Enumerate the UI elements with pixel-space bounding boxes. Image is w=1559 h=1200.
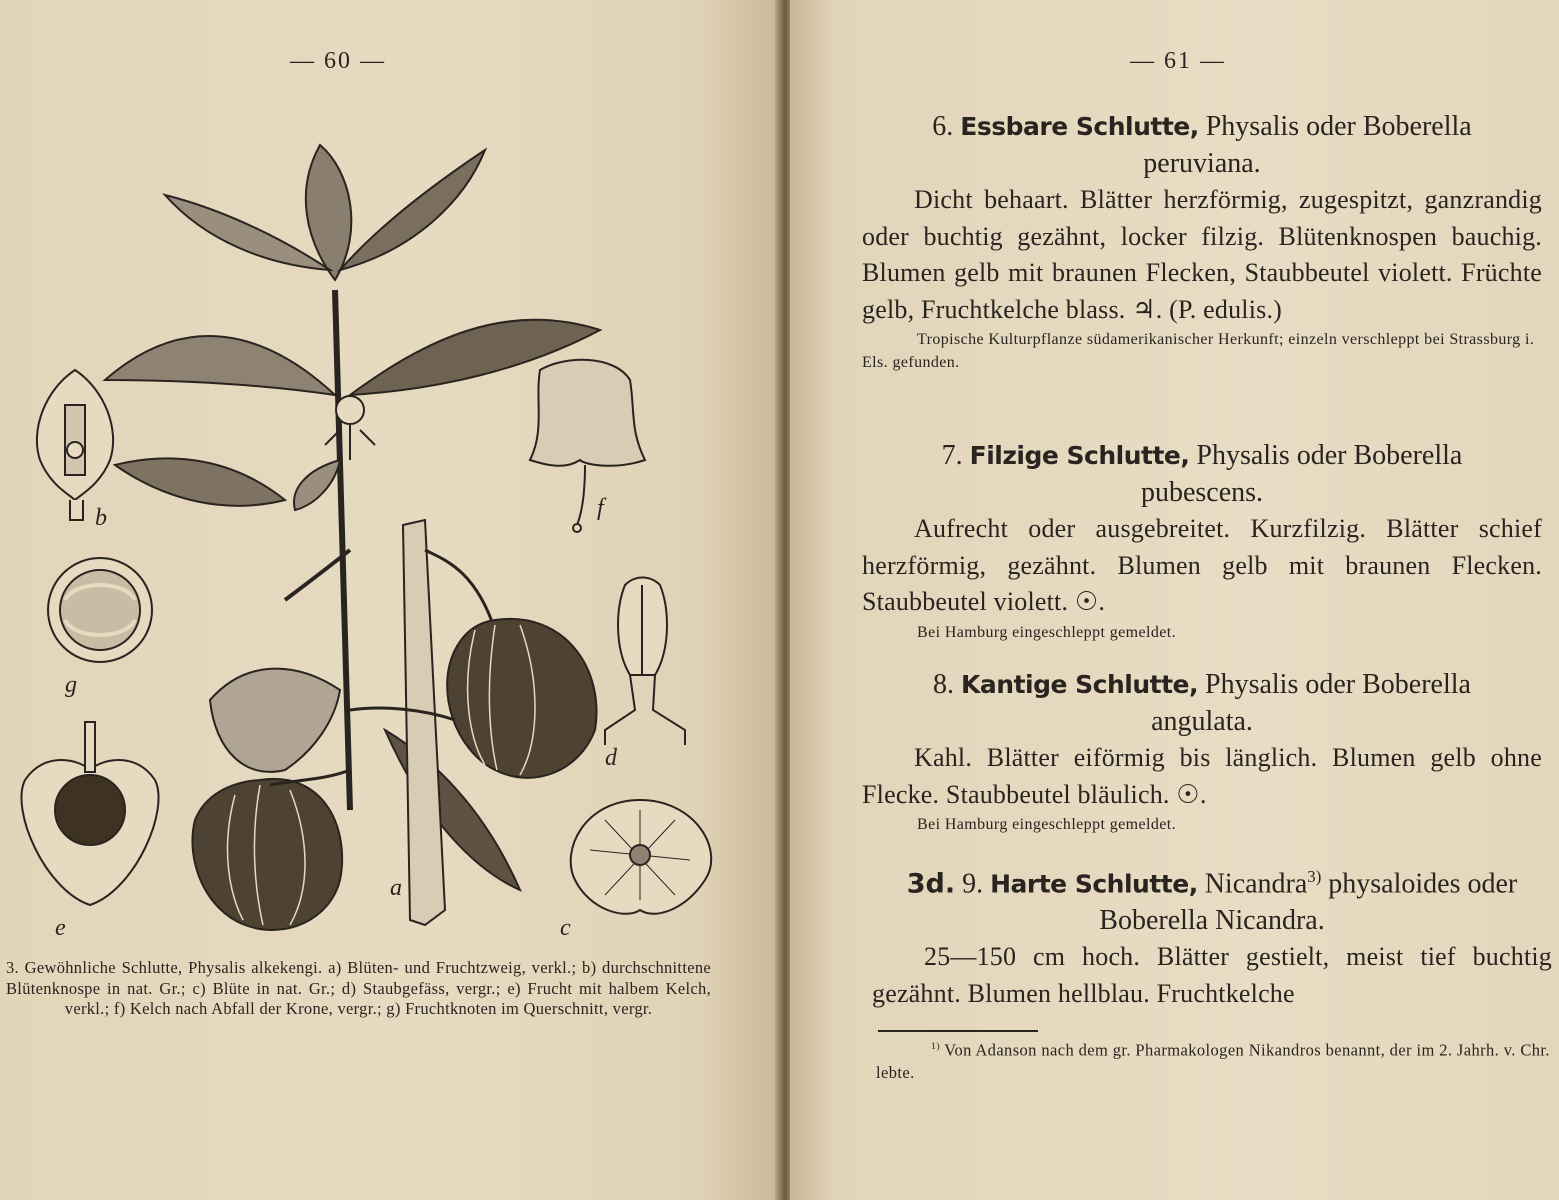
species-latin-line1-rest: physaloides oder xyxy=(1321,868,1518,900)
species-heading xyxy=(872,858,1552,939)
species-entry-9 xyxy=(872,858,1552,1012)
species-latin-line1: Physalis oder Boberella xyxy=(1205,111,1472,142)
figure-label-d: d xyxy=(605,745,617,771)
species-number: 6. xyxy=(932,111,954,142)
physalis-illustration xyxy=(5,130,720,945)
fruit-calyx-left xyxy=(192,779,342,930)
footnote-rule xyxy=(878,1030,1038,1032)
leaf-bottom-left xyxy=(210,669,340,772)
species-german-name: Kantige Schlutte, xyxy=(961,670,1198,699)
species-german-name: Essbare Schlutte, xyxy=(960,112,1199,141)
figure-label-b: b xyxy=(95,505,107,531)
footnote-text: Von Adanson nach dem gr. Pharmakologen Nikandros benannt, der im 2. Jahrh. v. Chr. lebte. xyxy=(876,1040,1550,1082)
species-latin-line2: Boberella Nicandra. xyxy=(1099,905,1325,937)
figure-e-fruit xyxy=(21,722,158,905)
footnote-reference: 3) xyxy=(1307,867,1322,886)
species-latin-line1: Nicandra xyxy=(1204,868,1308,900)
figure-label-g: g xyxy=(65,672,77,698)
species-note: Tropische Kulturpflanze südamerikanischer Herkunft; einzeln verschleppt bei Strassburg i. Els. gefunden. xyxy=(862,331,1535,371)
figure-b-bud-section xyxy=(37,370,113,520)
leaf-top-right xyxy=(340,150,485,270)
species-note: Bei Hamburg eingeschleppt gemeldet. xyxy=(917,816,1176,833)
figure-caption: 3. Gewöhnliche Schlutte, Physalis alkekengi. a) Blüten- und Fruchtzweig, verkl.; b) durchschnittene Blütenknospe in nat. Gr.; c) Blüte in nat. Gr.; d) Staubgefäss, vergr.; e) Frucht mit halbem Kelch, verkl.; f) Kelch nach Abfall der Krone, vergr.; g) Fruchtknoten im Querschnitt, vergr. xyxy=(6,958,711,1018)
figure-d-stamen xyxy=(605,578,685,746)
page-number-61: — 61 — xyxy=(1130,48,1226,74)
species-description: 25—150 cm hoch. Blätter gestielt, meist tief buchtig gezähnt. Blumen hellblau. Fruchtkelche xyxy=(872,942,1552,1008)
page-number-60: — 60 — xyxy=(290,48,386,74)
figure-label-e: e xyxy=(55,915,66,941)
footnote xyxy=(876,1036,1556,1084)
species-latin-line2: angulata. xyxy=(1151,706,1253,737)
cut-stem xyxy=(403,520,445,925)
species-number: 7. xyxy=(941,440,963,471)
species-description: Kahl. Blätter eiförmig bis länglich. Blumen gelb ohne Flecke. Staubbeutel bläulich. ☉. xyxy=(862,743,1542,809)
species-entry-7 xyxy=(862,437,1542,644)
species-german-name: Harte Schlutte, xyxy=(990,869,1198,899)
species-latin-line1: Physalis oder Boberella xyxy=(1205,669,1471,700)
fruit-calyx-right xyxy=(447,619,596,778)
species-heading xyxy=(862,108,1542,182)
leaf-lower-left xyxy=(115,458,285,505)
species-note: Bei Hamburg eingeschleppt gemeldet. xyxy=(917,623,1176,641)
species-german-name: Filzige Schlutte, xyxy=(969,441,1190,470)
figure-c-flower xyxy=(571,800,712,914)
footnote-marker: 1) xyxy=(931,1041,941,1052)
species-description: Dicht behaart. Blätter herzförmig, zugespitzt, ganzrandig oder buchtig gezähnt, locker filzig. Blütenknospen bauchig. Blumen gelb mit braunen Flecken, Staubbeutel violett. Früchte gelb, Fruchtkelche blass. ♃. (P. edulis.) xyxy=(862,185,1542,324)
species-entry-8 xyxy=(862,666,1542,836)
figure-label-f: f xyxy=(597,495,604,521)
leaf-lower-mid xyxy=(294,460,340,510)
species-number: 9. xyxy=(962,868,984,900)
species-description: Aufrecht oder ausgebreitet. Kurzfilzig. Blätter schief herzförmig, gezähnt. Blumen gelb mit braunen Flecken. Staubbeutel violett. ☉. xyxy=(862,514,1542,616)
species-latin-line2: peruviana. xyxy=(1143,148,1261,179)
species-latin-line2: pubescens. xyxy=(1140,477,1264,508)
figure-f-calyx xyxy=(530,360,645,532)
section-mark: 3d. xyxy=(906,868,956,900)
figure-g-ovary-section xyxy=(48,558,152,662)
species-number: 8. xyxy=(933,669,955,700)
species-latin-line1: Physalis oder Boberella xyxy=(1196,440,1463,471)
node-flower xyxy=(336,396,364,424)
figure-label-a: a xyxy=(390,875,402,901)
species-heading xyxy=(862,666,1542,740)
figure-label-c: c xyxy=(560,915,571,941)
leaf-mid-left xyxy=(105,336,335,395)
species-heading xyxy=(862,437,1542,511)
species-entry-6 xyxy=(862,108,1542,374)
right-page xyxy=(790,0,1559,1200)
